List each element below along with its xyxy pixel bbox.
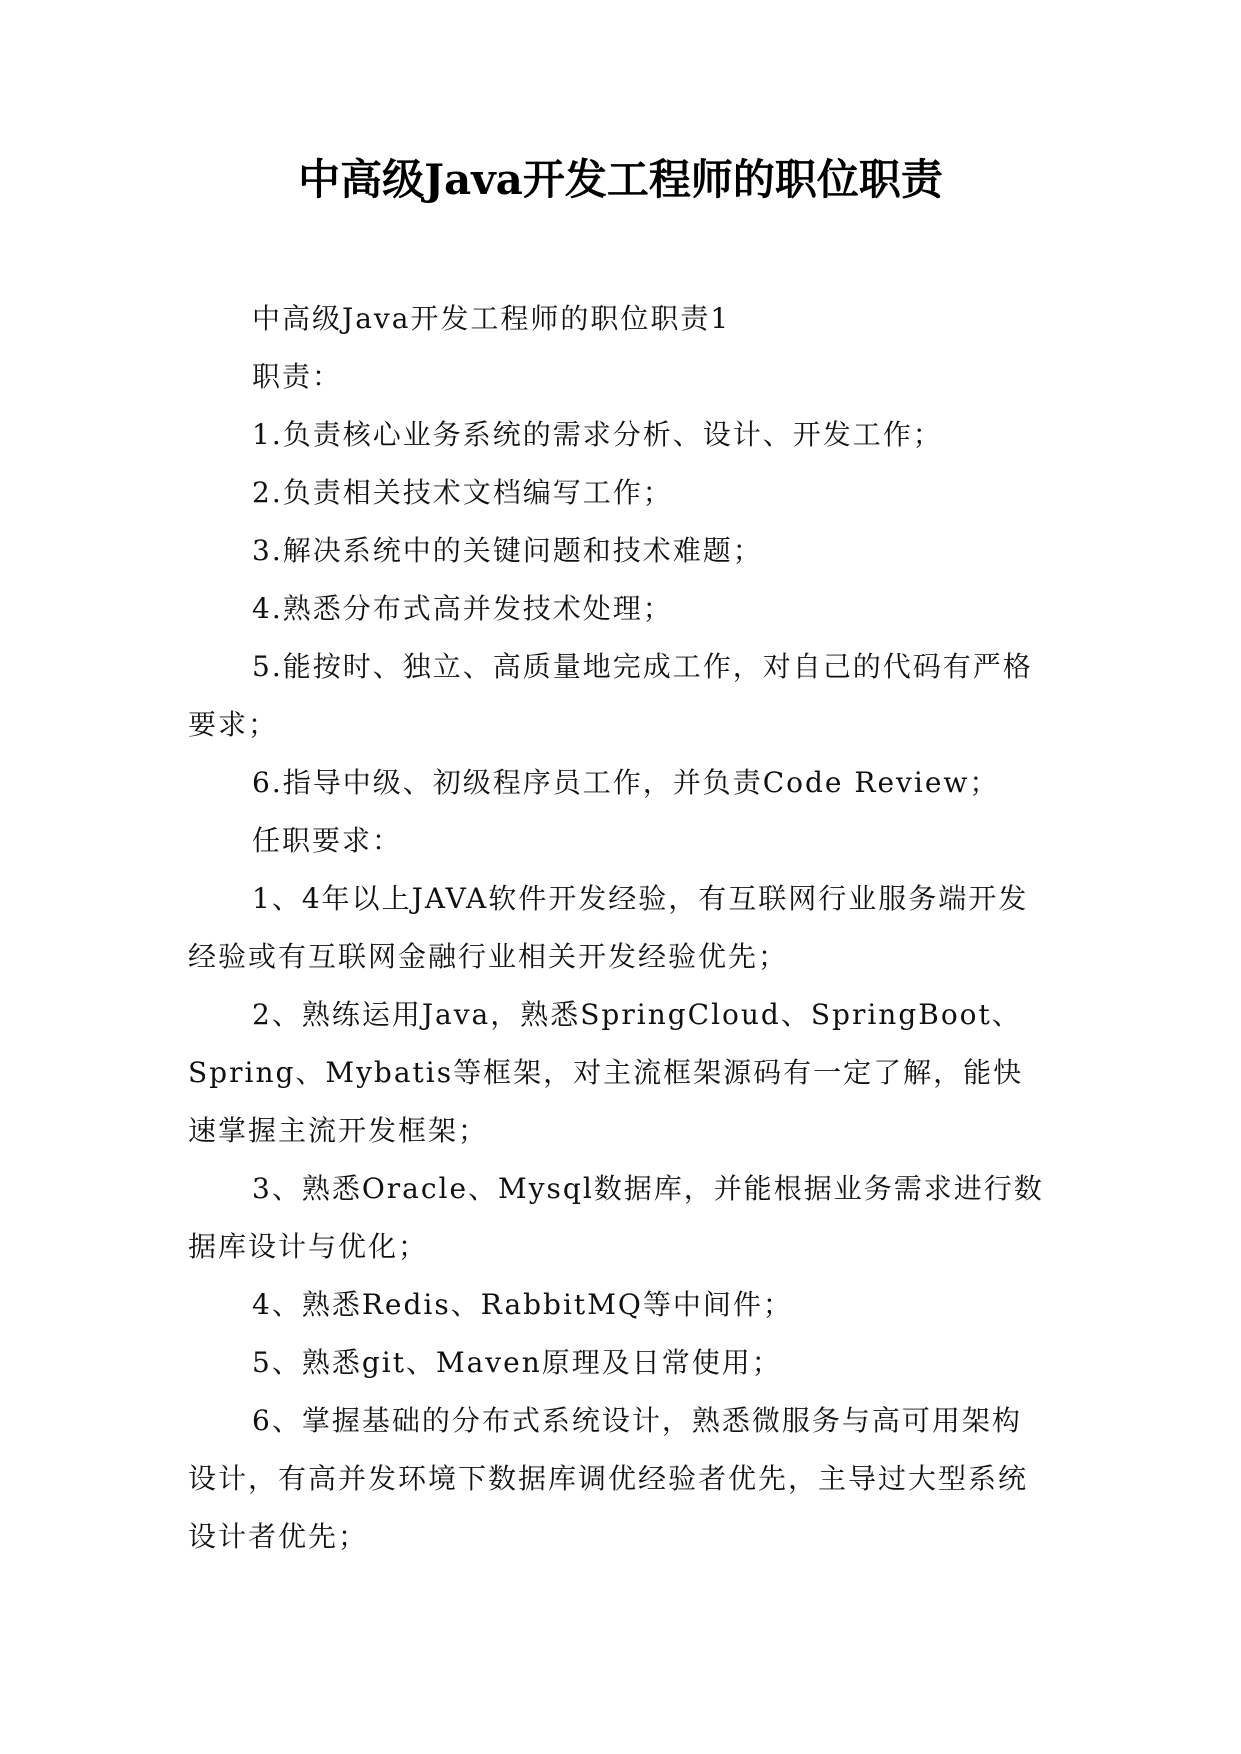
responsibility-item: 3.解决系统中的关键问题和技术难题； xyxy=(252,534,763,567)
requirement-item: 3、熟悉Oracle、Mysql数据库，并能根据业务需求进行数据库设计与优化； xyxy=(188,1172,1044,1263)
document-title: 中高级Java开发工程师的职位职责 xyxy=(298,155,943,204)
responsibility-item: 4.熟悉分布式高并发技术处理； xyxy=(252,592,673,625)
responsibilities-label: 职责： xyxy=(252,360,343,393)
document-body xyxy=(188,290,1050,1566)
responsibility-item: 1.负责核心业务系统的需求分析、设计、开发工作； xyxy=(252,418,943,451)
responsibility-item: 5.能按时、独立、高质量地完成工作，对自己的代码有严格要求； xyxy=(188,650,1033,741)
requirement-item: 5、熟悉git、Maven原理及日常使用； xyxy=(252,1346,782,1379)
requirement-item: 2、熟练运用Java，熟悉SpringCloud、SpringBoot、Spring、Mybatis等框架，对主流框架源码有一定了解，能快速掌握主流开发框架； xyxy=(188,998,1024,1147)
responsibility-item: 6.指导中级、初级程序员工作，并负责Code Review； xyxy=(252,766,1000,799)
responsibility-item: 2.负责相关技术文档编写工作； xyxy=(252,476,673,509)
requirement-item: 4、熟悉Redis、RabbitMQ等中间件； xyxy=(252,1288,793,1321)
requirements-label: 任职要求： xyxy=(252,824,403,857)
section-heading: 中高级Java开发工程师的职位职责1 xyxy=(252,302,731,335)
requirement-item: 1、4年以上JAVA软件开发经验，有互联网行业服务端开发经验或有互联网金融行业相关开发经验优先； xyxy=(188,882,1029,973)
requirement-item: 6、掌握基础的分布式系统设计，熟悉微服务与高可用架构设计，有高并发环境下数据库调优经验者优先，主导过大型系统设计者优先； xyxy=(188,1404,1029,1553)
